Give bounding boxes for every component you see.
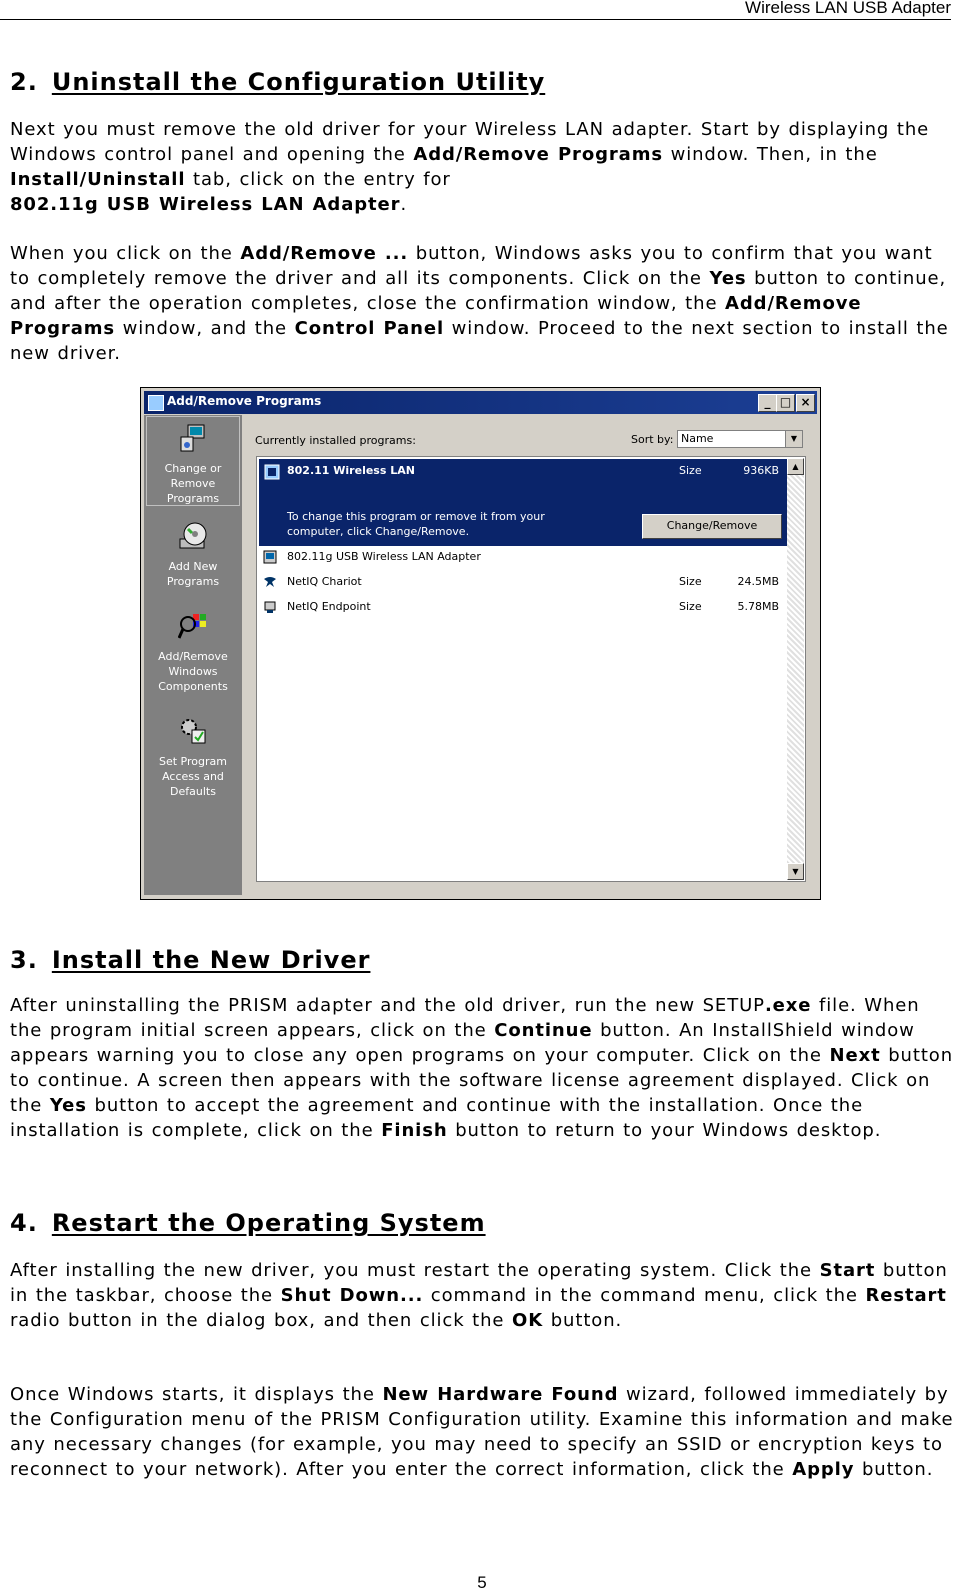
bold-text: Next — [829, 1045, 881, 1066]
sidebar-label: Windows — [168, 665, 218, 678]
sidebar-label: Add/Remove — [158, 650, 228, 663]
sidebar-item-windows-components[interactable] — [146, 605, 240, 694]
close-icon[interactable]: × — [796, 394, 815, 412]
window-titlebar — [144, 391, 817, 414]
text: window. Then, in the — [662, 144, 878, 165]
bold-text: Install/Uninstall — [10, 169, 186, 190]
text: button in the taskbar, choose the — [10, 1260, 948, 1306]
chevron-down-icon[interactable]: ▼ — [785, 431, 802, 447]
bold-text: Shut Down... — [280, 1285, 424, 1306]
selected-desc-line2: computer, click Change/Remove. — [287, 525, 470, 538]
size-value: 5.78MB — [737, 600, 779, 613]
size-label: Size — [679, 600, 702, 613]
text: button. — [543, 1310, 623, 1331]
text: Once Windows starts, it displays the — [10, 1384, 383, 1405]
sidebar-label: Defaults — [170, 785, 216, 798]
paragraph-restart-1 — [10, 1258, 955, 1333]
bold-text: Add/Remove Programs — [413, 144, 663, 165]
text: command in the command menu, click the — [423, 1285, 866, 1306]
sidebar-label: Programs — [166, 492, 220, 505]
sidebar-label: Access and — [162, 770, 224, 783]
text: After uninstalling the PRISM adapter and the old driver, run the new SETUP — [10, 995, 765, 1016]
installed-programs-label: Currently installed programs: — [255, 434, 416, 447]
text: button to continue, and after the operation completes, close the confirmation window, the — [10, 268, 947, 314]
text: tab, click on the entry for — [185, 169, 451, 190]
section-title: Restart the Operating System — [51, 1209, 486, 1237]
endpoint-icon — [263, 600, 277, 614]
scroll-down-icon[interactable]: ▼ — [787, 863, 804, 880]
sidebar — [144, 415, 242, 895]
paragraph-restart-2 — [10, 1382, 955, 1482]
size-value: 936KB — [743, 464, 779, 477]
section-heading-uninstall — [10, 68, 545, 96]
sort-by-label: Sort by: — [631, 433, 674, 446]
header-title: Wireless LAN USB Adapter — [745, 0, 951, 17]
list-scrollbar[interactable] — [787, 458, 804, 880]
text: . — [400, 194, 408, 215]
section-number: 2. — [10, 68, 38, 96]
selected-program-row[interactable] — [259, 459, 787, 546]
text: When you click on the — [10, 243, 241, 264]
list-item[interactable] — [259, 596, 787, 618]
bold-text: Yes — [49, 1095, 87, 1116]
section-heading-install — [10, 946, 370, 974]
size-label: Size — [679, 464, 702, 477]
list-item[interactable] — [259, 571, 787, 593]
program-defaults-icon — [178, 716, 208, 746]
bold-text: New Hardware Found — [382, 1384, 619, 1405]
text: button to continue. A screen then appears with the software license agreement displayed. Click on the — [10, 1045, 954, 1116]
sidebar-label: Set Program — [159, 755, 227, 768]
sidebar-label: Remove — [170, 477, 216, 490]
text: button. — [854, 1459, 934, 1480]
section-title: Install the New Driver — [51, 946, 371, 974]
text: Next you must remove the old driver for your Wireless LAN adapter. Start by displaying the Windows control panel and opening the — [10, 119, 930, 165]
text: radio button in the dialog box, and then click the — [10, 1310, 513, 1331]
bold-text: Apply — [792, 1459, 855, 1480]
windows-components-icon — [178, 611, 208, 641]
program-icon — [264, 464, 280, 480]
bold-text: Continue — [494, 1020, 593, 1041]
paragraph-install — [10, 993, 955, 1143]
cd-icon — [178, 521, 208, 551]
sort-value: Name — [681, 432, 714, 445]
bold-text: Add/Remove ... — [240, 243, 409, 264]
section-title: Uninstall the Configuration Utility — [51, 68, 546, 96]
bold-text: 802.11g USB Wireless LAN Adapter — [10, 194, 401, 215]
add-remove-programs-window — [140, 387, 821, 900]
text: window. Proceed to the next section to install the new driver. — [10, 318, 949, 364]
bold-text: OK — [512, 1310, 544, 1331]
maximize-icon[interactable]: □ — [776, 394, 795, 412]
size-label: Size — [679, 575, 702, 588]
bold-text: Start — [819, 1260, 876, 1281]
text: file. When the program initial screen appears, click on the — [10, 995, 920, 1041]
scroll-up-icon[interactable]: ▲ — [787, 458, 804, 475]
sidebar-item-add-new[interactable] — [146, 515, 240, 589]
program-icon — [263, 550, 277, 564]
sidebar-label: Components — [158, 680, 228, 693]
selected-desc-line1: To change this program or remove it from your — [287, 510, 545, 523]
bold-text: .exe — [764, 995, 812, 1016]
text: button. An InstallShield window appears warning you to close any open programs on your computer. Click on the — [10, 1020, 915, 1066]
paragraph-uninstall-1 — [10, 117, 955, 217]
text: wizard, followed immediately by the Configuration menu of the PRISM Configuration utility. Examine this information and make any necessary changes (for example, you may need to specify an SSID or encryption keys to reconnect to your network). After you enter the correct information, click the — [10, 1384, 954, 1480]
list-item[interactable] — [259, 546, 787, 568]
paragraph-uninstall-2 — [10, 241, 955, 366]
bold-text: Finish — [381, 1120, 448, 1141]
program-name: NetIQ Endpoint — [287, 600, 371, 613]
section-number: 3. — [10, 946, 38, 974]
sidebar-item-change-remove[interactable] — [146, 416, 240, 506]
size-value: 24.5MB — [737, 575, 779, 588]
sidebar-label: Programs — [166, 575, 220, 588]
text: window, and the — [115, 318, 295, 339]
chariot-icon — [263, 575, 277, 589]
text: button to accept the agreement and continue with the installation. Once the installation is complete, click on the — [10, 1095, 864, 1141]
sidebar-label: Add New — [168, 560, 218, 573]
section-heading-restart — [10, 1209, 486, 1237]
sidebar-item-program-defaults[interactable] — [146, 710, 240, 799]
text: button to return to your Windows desktop. — [447, 1120, 882, 1141]
text: button, Windows asks you to confirm that you want to completely remove the driver and all its components. Click on the — [10, 243, 933, 289]
sidebar-label: Change or — [164, 462, 222, 475]
bold-text: Add/Remove Programs — [10, 293, 862, 339]
selected-program-name: 802.11 Wireless LAN — [287, 464, 415, 477]
bold-text: Control Panel — [294, 318, 445, 339]
page-header — [0, 0, 951, 20]
control-panel-icon — [148, 395, 164, 411]
bold-text: Restart — [865, 1285, 947, 1306]
section-number: 4. — [10, 1209, 38, 1237]
page-number: 5 — [477, 1573, 487, 1592]
program-name: NetIQ Chariot — [287, 575, 362, 588]
sort-by-select[interactable] — [677, 430, 803, 448]
text: After installing the new driver, you must restart the operating system. Click the — [10, 1260, 820, 1281]
programs-list — [256, 456, 806, 882]
change-remove-button[interactable]: Change/Remove — [642, 514, 782, 539]
minimize-icon[interactable]: _ — [758, 394, 777, 412]
bold-text: Yes — [709, 268, 747, 289]
change-remove-icon — [178, 423, 208, 453]
window-title: Add/Remove Programs — [167, 394, 322, 408]
program-name: 802.11g USB Wireless LAN Adapter — [287, 550, 481, 563]
